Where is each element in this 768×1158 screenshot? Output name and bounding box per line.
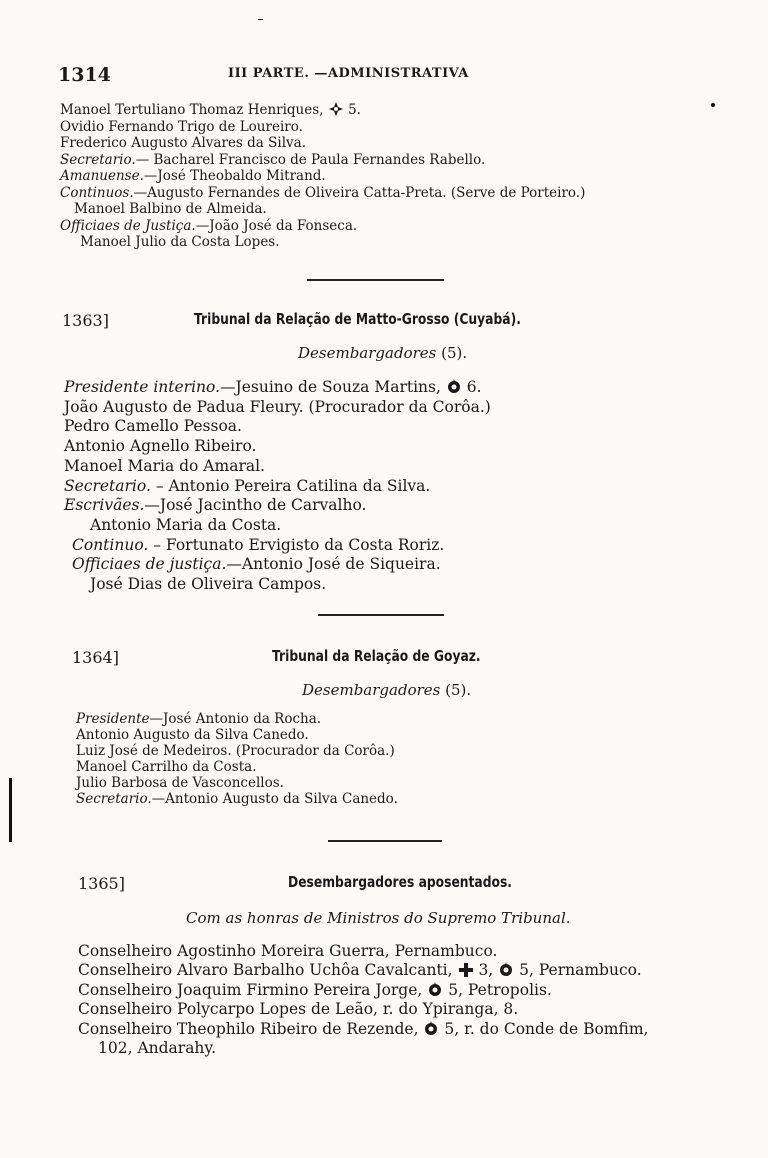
scan-margin-mark [9,778,12,842]
magistrates-list [76,711,398,807]
entry: Continuos.—Augusto Fernandes de Oliveira Catta-Preta. (Serve de Porteiro.) [60,184,586,201]
entry: Manoel Tertuliano Thomaz Henriques, 5. [60,102,361,118]
entry: Presidente interino.—Jesuino de Souza Martins, 6. [64,378,482,396]
section-subtitle: Desembargadores (5). [302,681,472,699]
entry: Manoel Carrilho da Costa. [76,759,257,775]
entry: Secretario.—Antonio Augusto da Silva Canedo. [76,791,398,807]
rose-order-icon [427,982,443,998]
entry: Julio Barbosa de Vasconcellos. [76,775,284,791]
order-cross-icon [328,101,344,117]
entry: 102, Andarahy. [98,1039,217,1058]
section-number: 1363] [62,311,109,330]
entry: Ovidio Fernando Trigo de Loureiro. [60,118,303,135]
section-title: Desembargadores aposentados. [288,873,512,891]
rose-order-icon [423,1021,439,1037]
section-divider [318,614,444,616]
rose-order-icon [446,379,462,395]
retired-magistrates-list [78,942,648,1058]
entry: Escrivães.—José Jacintho de Carvalho. [64,496,367,515]
section-divider [307,279,444,281]
section-title: Tribunal da Relação de Matto-Grosso (Cuyabá). [194,310,521,328]
entry: Continuo. – Fortunato Ervigisto da Costa Roriz. [72,535,445,554]
entry: Officiaes de justiça.—Antonio José de Siqueira. [72,555,441,574]
staff-list-continued [60,101,585,251]
entry: Manoel Julio da Costa Lopes. [80,234,280,250]
entry: Conselheiro Theophilo Ribeiro de Rezende, 5, r. do Conde de Bomfim, [78,1019,649,1038]
running-title: III PARTE. —ADMINISTRATIVA [228,66,469,81]
scan-dot-mark [711,103,715,107]
scan-dash-mark [258,19,263,20]
entry: Antonio Augusto da Silva Canedo. [76,727,309,743]
cross-order-icon [458,962,474,978]
entry: Secretario.— Bacharel Francisco de Paula Fernandes Rabello. [60,151,486,168]
entry: Antonio Maria da Costa. [90,515,282,534]
section-title: Tribunal da Relação de Goyaz. [272,647,481,665]
entry: Secretario. – Antonio Pereira Catilina da Silva. [64,476,431,495]
entry: Presidente—José Antonio da Rocha. [76,711,322,727]
rose-order-icon [498,962,514,978]
entry: Conselheiro Polycarpo Lopes de Leão, r. do Ypiranga, 8. [78,1000,519,1019]
entry: João Augusto de Padua Fleury. (Procurador da Corôa.) [64,397,491,416]
section-number: 1365] [78,874,125,893]
entry: Manoel Maria do Amaral. [64,456,265,475]
entry: Luiz José de Medeiros. (Procurador da Corôa.) [76,743,395,759]
page-number: 1314 [58,64,111,86]
entry: Conselheiro Alvaro Barbalho Uchôa Cavalcanti, 3, 5, Pernambuco. [78,961,642,980]
entry: Conselheiro Joaquim Firmino Pereira Jorge, 5, Petropolis. [78,980,552,999]
entry: Frederico Augusto Alvares da Silva. [60,135,306,151]
entry: Amanuense.—José Theobaldo Mitrand. [60,168,326,184]
entry: Officiaes de Justiça.—João José da Fonseca. [60,217,358,234]
section-subtitle: Desembargadores (5). [298,344,468,362]
section-number: 1364] [72,648,119,667]
entry: José Dias de Oliveira Campos. [90,575,327,594]
entry: Manoel Balbino de Almeida. [74,201,267,217]
section-subtitle: Com as honras de Ministros do Supremo Tribunal. [186,909,571,927]
entry: Antonio Agnello Ribeiro. [64,437,257,456]
entry: Conselheiro Agostinho Moreira Guerra, Pernambuco. [78,942,498,960]
entry: Pedro Camello Pessoa. [64,417,242,436]
section-divider [328,840,442,842]
magistrates-list [64,378,491,595]
